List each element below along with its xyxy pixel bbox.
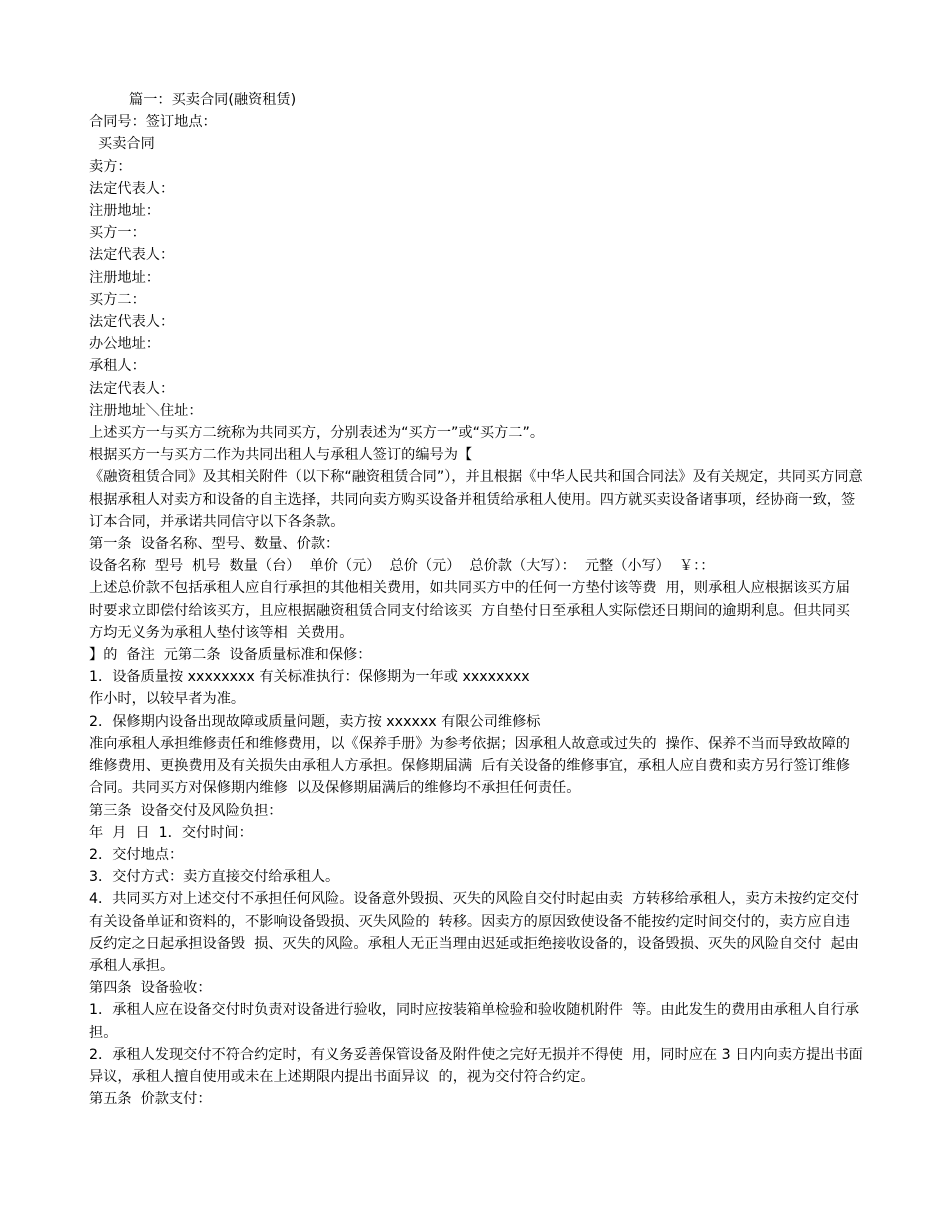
document-title: 篇一：买卖合同(融资租赁) xyxy=(129,92,297,108)
document-paragraph: 买方一： xyxy=(89,225,146,242)
document-paragraph: 2．交付地点： xyxy=(89,846,184,863)
document-subtitle: 买卖合同 xyxy=(98,136,155,153)
document-page xyxy=(89,89,864,1110)
document-paragraph: 法定代表人： xyxy=(89,314,175,331)
document-paragraph: 法定代表人： xyxy=(89,180,175,197)
document-paragraph: 第四条 设备验收： xyxy=(89,980,212,997)
document-paragraph: 买方二： xyxy=(89,291,146,308)
document-paragraph: 3．交付方式：卖方直接交付给承租人。 xyxy=(89,869,340,886)
document-paragraph: 注册地址＼住址： xyxy=(89,402,203,419)
document-paragraph: 第五条 价款支付： xyxy=(89,1091,212,1108)
document-paragraph: 第一条 设备名称、型号、数量、价款： xyxy=(89,536,340,553)
document-paragraph: 卖方： xyxy=(89,158,132,175)
document-paragraph: 设备名称 型号 机号 数量（台） 单价（元） 总价（元） 总价款（大写）： 元整（小写） ￥：： xyxy=(89,558,715,575)
document-paragraph: 上述买方一与买方二统称为共同买方，分别表述为“买方一”或“买方二”。 xyxy=(89,425,545,442)
document-paragraph: 】的 备注 元第二条 设备质量标准和保修： xyxy=(89,647,372,664)
document-paragraph: 根据买方一与买方二作为共同出租人与承租人签订的编号为【 xyxy=(89,447,473,464)
document-paragraph: 1．设备质量按 xxxxxxxx 有关标准执行：保修期为一年或 xxxxxxxx xyxy=(89,669,530,686)
document-paragraph: 1．承租人应在设备交付时负责对设备进行验收，同时应按装箱单检验和验收随机附件 等。由此发生的费用由承租人自行承担。 xyxy=(89,1002,859,1041)
document-paragraph: 上述总价款不包括承租人应自行承担的其他相关费用，如共同买方中的任何一方垫付该等费 用，则承租人应根据该买方届时要求立即偿付给该买方，且应根据融资租赁合同支付给该买 方自垫付日至承租人实际偿还日期间的逾期利息。但共同买方均无义务为承租人垫付该等相 关费用。 xyxy=(89,580,850,641)
document-paragraph: 注册地址： xyxy=(89,269,160,286)
contract-number-line: 合同号：签订地点： xyxy=(89,114,217,131)
document-paragraph: 《融资租赁合同》及其相关附件（以下称“融资租赁合同”），并且根据《中华人民共和国合同法》及有关规定，共同买方同意根据承租人对卖方和设备的自主选择，共同向卖方购买设备并租赁给承租人使用。四方就买卖设备诸事项，经协商一致，签订本合同，并承诺共同信守以下各条款。 xyxy=(89,469,863,530)
document-paragraph: 法定代表人： xyxy=(89,380,175,397)
document-paragraph: 2．承租人发现交付不符合约定时，有义务妥善保管设备及附件使之完好无损并不得使 用，同时应在 3 日内向卖方提出书面异议，承租人擅自使用或未在上述期限内提出书面异议 的，视为交付符合约定。 xyxy=(89,1046,863,1085)
document-paragraph: 2．保修期内设备出现故障或质量问题，卖方按 xxxxxx 有限公司维修标 xyxy=(89,713,541,730)
document-paragraph: 承租人： xyxy=(89,358,146,375)
document-body xyxy=(89,156,864,1111)
document-paragraph: 第三条 设备交付及风险负担： xyxy=(89,802,283,819)
document-paragraph: 准向承租人承担维修责任和维修费用，以《保养手册》为参考依据；因承租人故意或过失的 操作、保养不当而导致故障的维修费用、更换费用及有关损失由承租人方承担。保修期届满 后有关设备的维修事宜，承租人应自费和卖方另行签订维修合同。共同买方对保修期内维修 以及保修期届满后的维修均不承担任何责任。 xyxy=(89,735,850,797)
document-paragraph: 法定代表人： xyxy=(89,247,175,264)
document-paragraph: 4．共同买方对上述交付不承担任何风险。设备意外毁损、灭失的风险自交付时起由卖 方转移给承租人，卖方未按约定交付有关设备单证和资料的，不影响设备毁损、灭失风险的 转移。因卖方的原因致使设备不能按约定时间交付的，卖方应自违反约定之日起承担设备毁 损、灭失的风险。承租人无正当理由迟延或拒绝接收设备的，设备毁损、灭失的风险自交付 起由承租人承担。 xyxy=(89,891,859,974)
document-paragraph: 注册地址： xyxy=(89,203,160,220)
document-paragraph: 办公地址： xyxy=(89,336,160,353)
document-paragraph: 年 月 日 1．交付时间： xyxy=(89,824,253,841)
document-paragraph: 作小时，以较早者为准。 xyxy=(89,691,246,708)
